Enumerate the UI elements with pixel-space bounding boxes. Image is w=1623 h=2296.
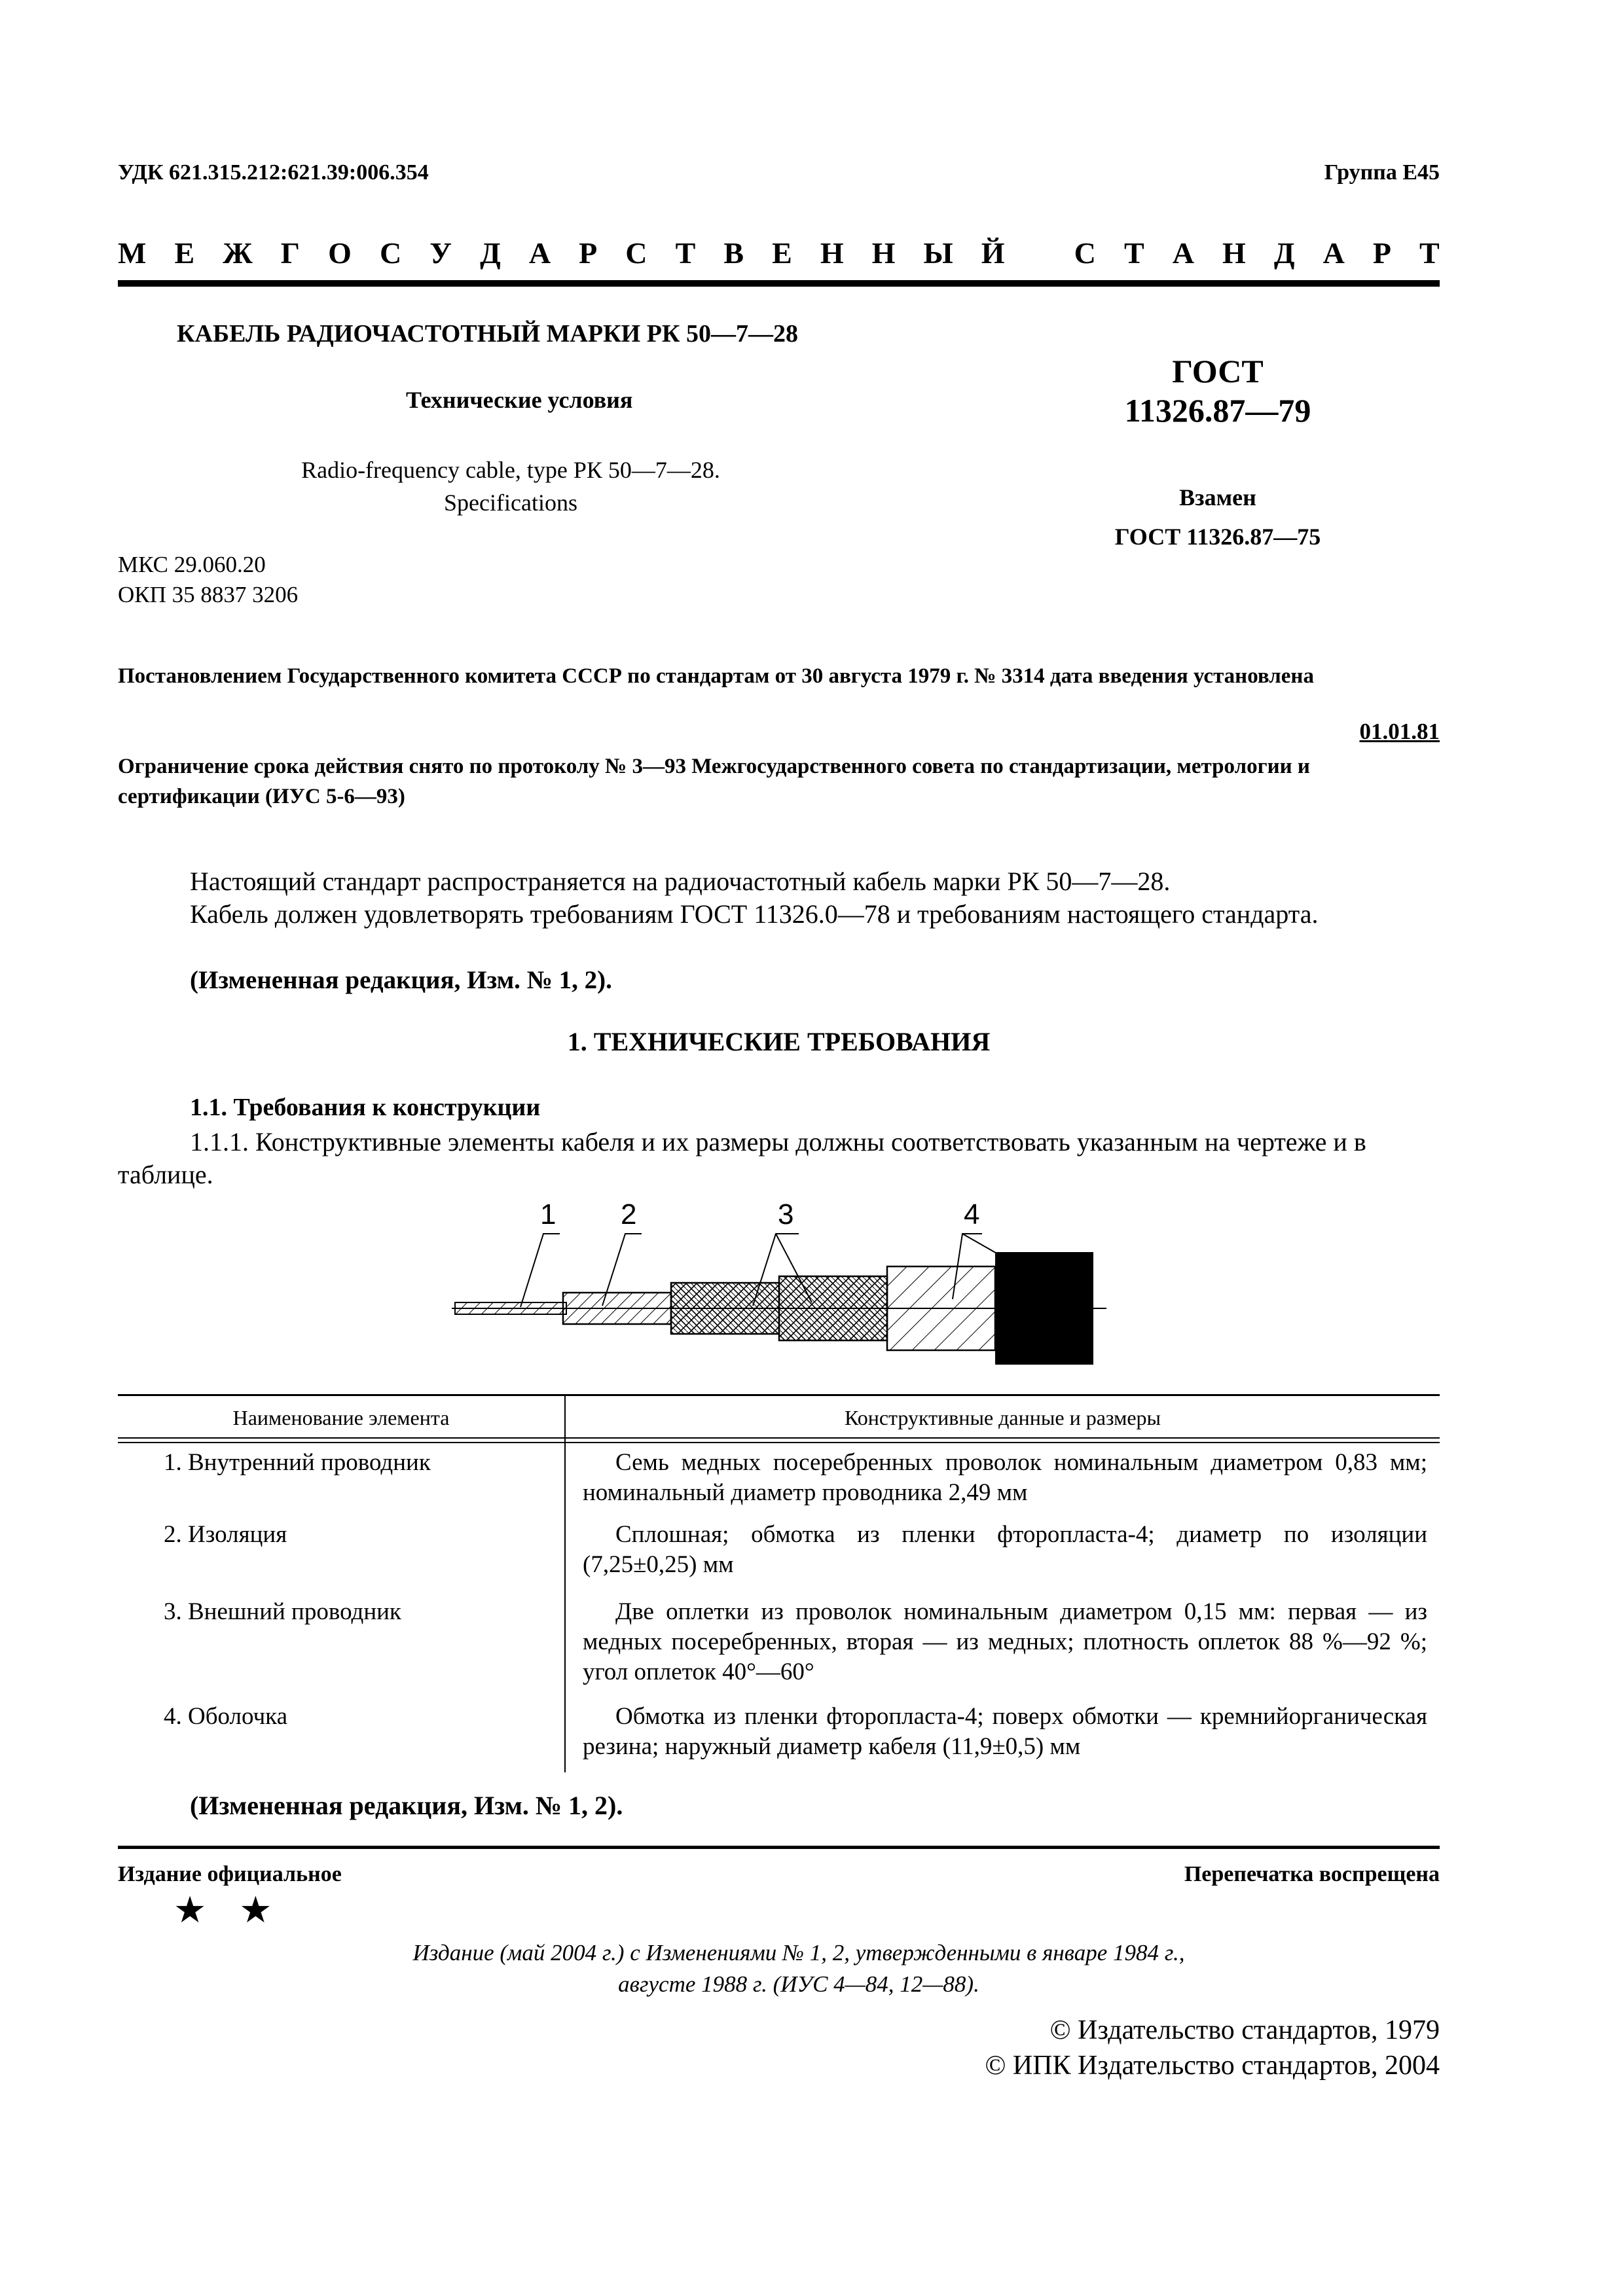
decree-text: Постановлением Государственного комитета СССР по стандартам от 30 августа 1979 г. № 3314 дата введения установлена [118, 664, 1314, 688]
table-row-1-data: Семь медных посеребренных проволок номинальным диаметром 0,83 мм; номинальный диаметр проводника 2,49 мм [583, 1449, 1427, 1506]
outer-braid-2 [779, 1276, 887, 1340]
table-header-rule-2 [118, 1442, 1440, 1443]
limit-text: Ограничение срока действия снято по протоколу № 3—93 Межгосударственного совета по стандартизации, метрологии и сертификации (ИУС 5-6—93) [118, 755, 1310, 808]
table-header-element: Наименование элемента [232, 1406, 450, 1429]
table-row-2-name: 2. Изоляция [164, 1521, 287, 1548]
interstate-letter: С [379, 236, 402, 270]
table-row-2-data: Сплошная; обмотка из пленки фторопласта-4; диаметр по изоляции (7,25±0,25) мм [583, 1521, 1427, 1578]
interstate-letter: М [118, 236, 147, 270]
mks-code: МКС 29.060.20 [118, 552, 266, 577]
interstate-letter [1033, 236, 1046, 270]
table-header-data: Конструктивные данные и размеры [844, 1406, 1161, 1429]
clause-1-1-1: 1.1.1. Конструктивные элементы кабеля и их размеры должны соответствовать указанным на чертеже и в таблице. [118, 1127, 1366, 1189]
interstate-letter: Р [579, 236, 598, 270]
interstate-letter: А [1322, 236, 1345, 270]
label-3: 3 [778, 1198, 794, 1230]
table-row-4-name: 4. Оболочка [164, 1703, 288, 1730]
label-1: 1 [540, 1198, 556, 1230]
interstate-letter: В [723, 236, 744, 270]
label-2: 2 [621, 1198, 637, 1230]
interstate-letter: А [1172, 236, 1194, 270]
table-column-divider [564, 1394, 566, 1772]
official-edition-label: Издание официальное [118, 1862, 342, 1886]
edition-note-line1: Издание (май 2004 г.) с Изменениями № 1, 2, утвержденными в январе 1984 г., [412, 1940, 1185, 1965]
english-title-line1: Radio-frequency cable, type РК 50—7—28. [301, 457, 720, 483]
section-title: 1. ТЕХНИЧЕСКИЕ ТРЕБОВАНИЯ [567, 1027, 991, 1056]
interstate-letter: Й [981, 236, 1005, 270]
outer-braid-1 [671, 1283, 779, 1334]
inner-conductor [455, 1302, 566, 1314]
udk-code: УДК 621.315.212:621.39:006.354 [118, 160, 429, 185]
interstate-letter: Е [772, 236, 792, 270]
header-rule [118, 280, 1440, 287]
insulation [563, 1293, 671, 1324]
classification-codes [118, 550, 298, 610]
interstate-letter: Ж [223, 236, 253, 270]
english-title [216, 454, 805, 519]
interstate-letter: Т [1419, 236, 1440, 270]
requirements-paragraph: Кабель должен удовлетворять требованиям ГОСТ 11326.0—78 и требованиям настоящего стандарта. [190, 899, 1319, 929]
interstate-letter: Т [675, 236, 696, 270]
sheath-wrap [887, 1266, 995, 1350]
interstate-letter: У [429, 236, 452, 270]
interstate-letter: Ы [923, 236, 953, 270]
replace-label: Взамен [1179, 484, 1256, 511]
interstate-letter: Р [1372, 236, 1391, 270]
table-header-rule-1 [118, 1437, 1440, 1439]
table-row-3-name: 3. Внешний проводник [164, 1598, 401, 1625]
interstate-letter: Г [280, 236, 301, 270]
table-row-3-data: Две оплетки из проволок номинальным диаметром 0,15 мм: первая — из медных посеребренных, вторая — из медных; плотность оплеток 88 %—92 %; угол оплеток 40°—60° [583, 1598, 1427, 1685]
interstate-standard-heading [118, 236, 1440, 270]
interstate-letter: Д [480, 236, 501, 270]
gost-designation [1061, 351, 1375, 430]
interstate-letter: Е [174, 236, 195, 270]
introduction-date: 01.01.81 [1359, 719, 1440, 744]
reprint-prohibited-label: Перепечатка воспрещена [1184, 1862, 1440, 1886]
replaces-block [1061, 478, 1375, 556]
okp-code: ОКП 35 8837 3206 [118, 582, 299, 607]
copyright-2004: © ИПК Издательство стандартов, 2004 [985, 2051, 1440, 2081]
footer-rule [118, 1846, 1440, 1849]
leader-1 [520, 1234, 560, 1307]
english-title-line2: Specifications [444, 490, 577, 516]
table-row-4-data: Обмотка из пленки фторопласта-4; поверх обмотки — кремнийорганическая резина; наружный диаметр кабеля (11,9±0,5) мм [583, 1703, 1427, 1760]
interstate-letter: А [528, 236, 551, 270]
group-code: Группа Е45 [1324, 160, 1440, 185]
copyright-1979: © Издательство стандартов, 1979 [1049, 2015, 1440, 2045]
interstate-letter: Н [871, 236, 896, 270]
stars-mark: ★ ★ [173, 1890, 284, 1931]
interstate-letter: С [625, 236, 647, 270]
gost-number: 11326.87—79 [1124, 392, 1311, 429]
table-row-1-name: 1. Внутренний проводник [164, 1449, 431, 1476]
document-subtitle: Технические условия [406, 387, 633, 413]
interstate-letter: Т [1123, 236, 1144, 270]
interstate-letter: Н [1222, 236, 1246, 270]
interstate-letter: Д [1273, 236, 1295, 270]
table-top-rule [118, 1394, 1440, 1396]
table-amendment-note: (Измененная редакция, Изм. № 1, 2). [190, 1791, 623, 1820]
gost-label: ГОСТ [1172, 353, 1264, 389]
interstate-letter: Н [820, 236, 844, 270]
scope-paragraph: Настоящий стандарт распространяется на радиочастотный кабель марки РК 50—7—28. [190, 867, 1171, 896]
edition-note-line2: августе 1988 г. (ИУС 4—84, 12—88). [618, 1971, 979, 1997]
subsection-title: 1.1. Требования к конструкции [190, 1094, 541, 1121]
interstate-letter: С [1074, 236, 1096, 270]
edition-note [275, 1937, 1322, 2000]
amendment-note: (Измененная редакция, Изм. № 1, 2). [190, 966, 612, 994]
document-title: КАБЕЛЬ РАДИОЧАСТОТНЫЙ МАРКИ РК 50—7—28 [177, 320, 798, 348]
label-4: 4 [964, 1198, 980, 1230]
replace-number: ГОСТ 11326.87—75 [1114, 524, 1321, 550]
interstate-letter: О [328, 236, 352, 270]
leader-4b [962, 1234, 1008, 1260]
cable-drawing [445, 1194, 1113, 1365]
rubber-jacket [995, 1252, 1093, 1365]
